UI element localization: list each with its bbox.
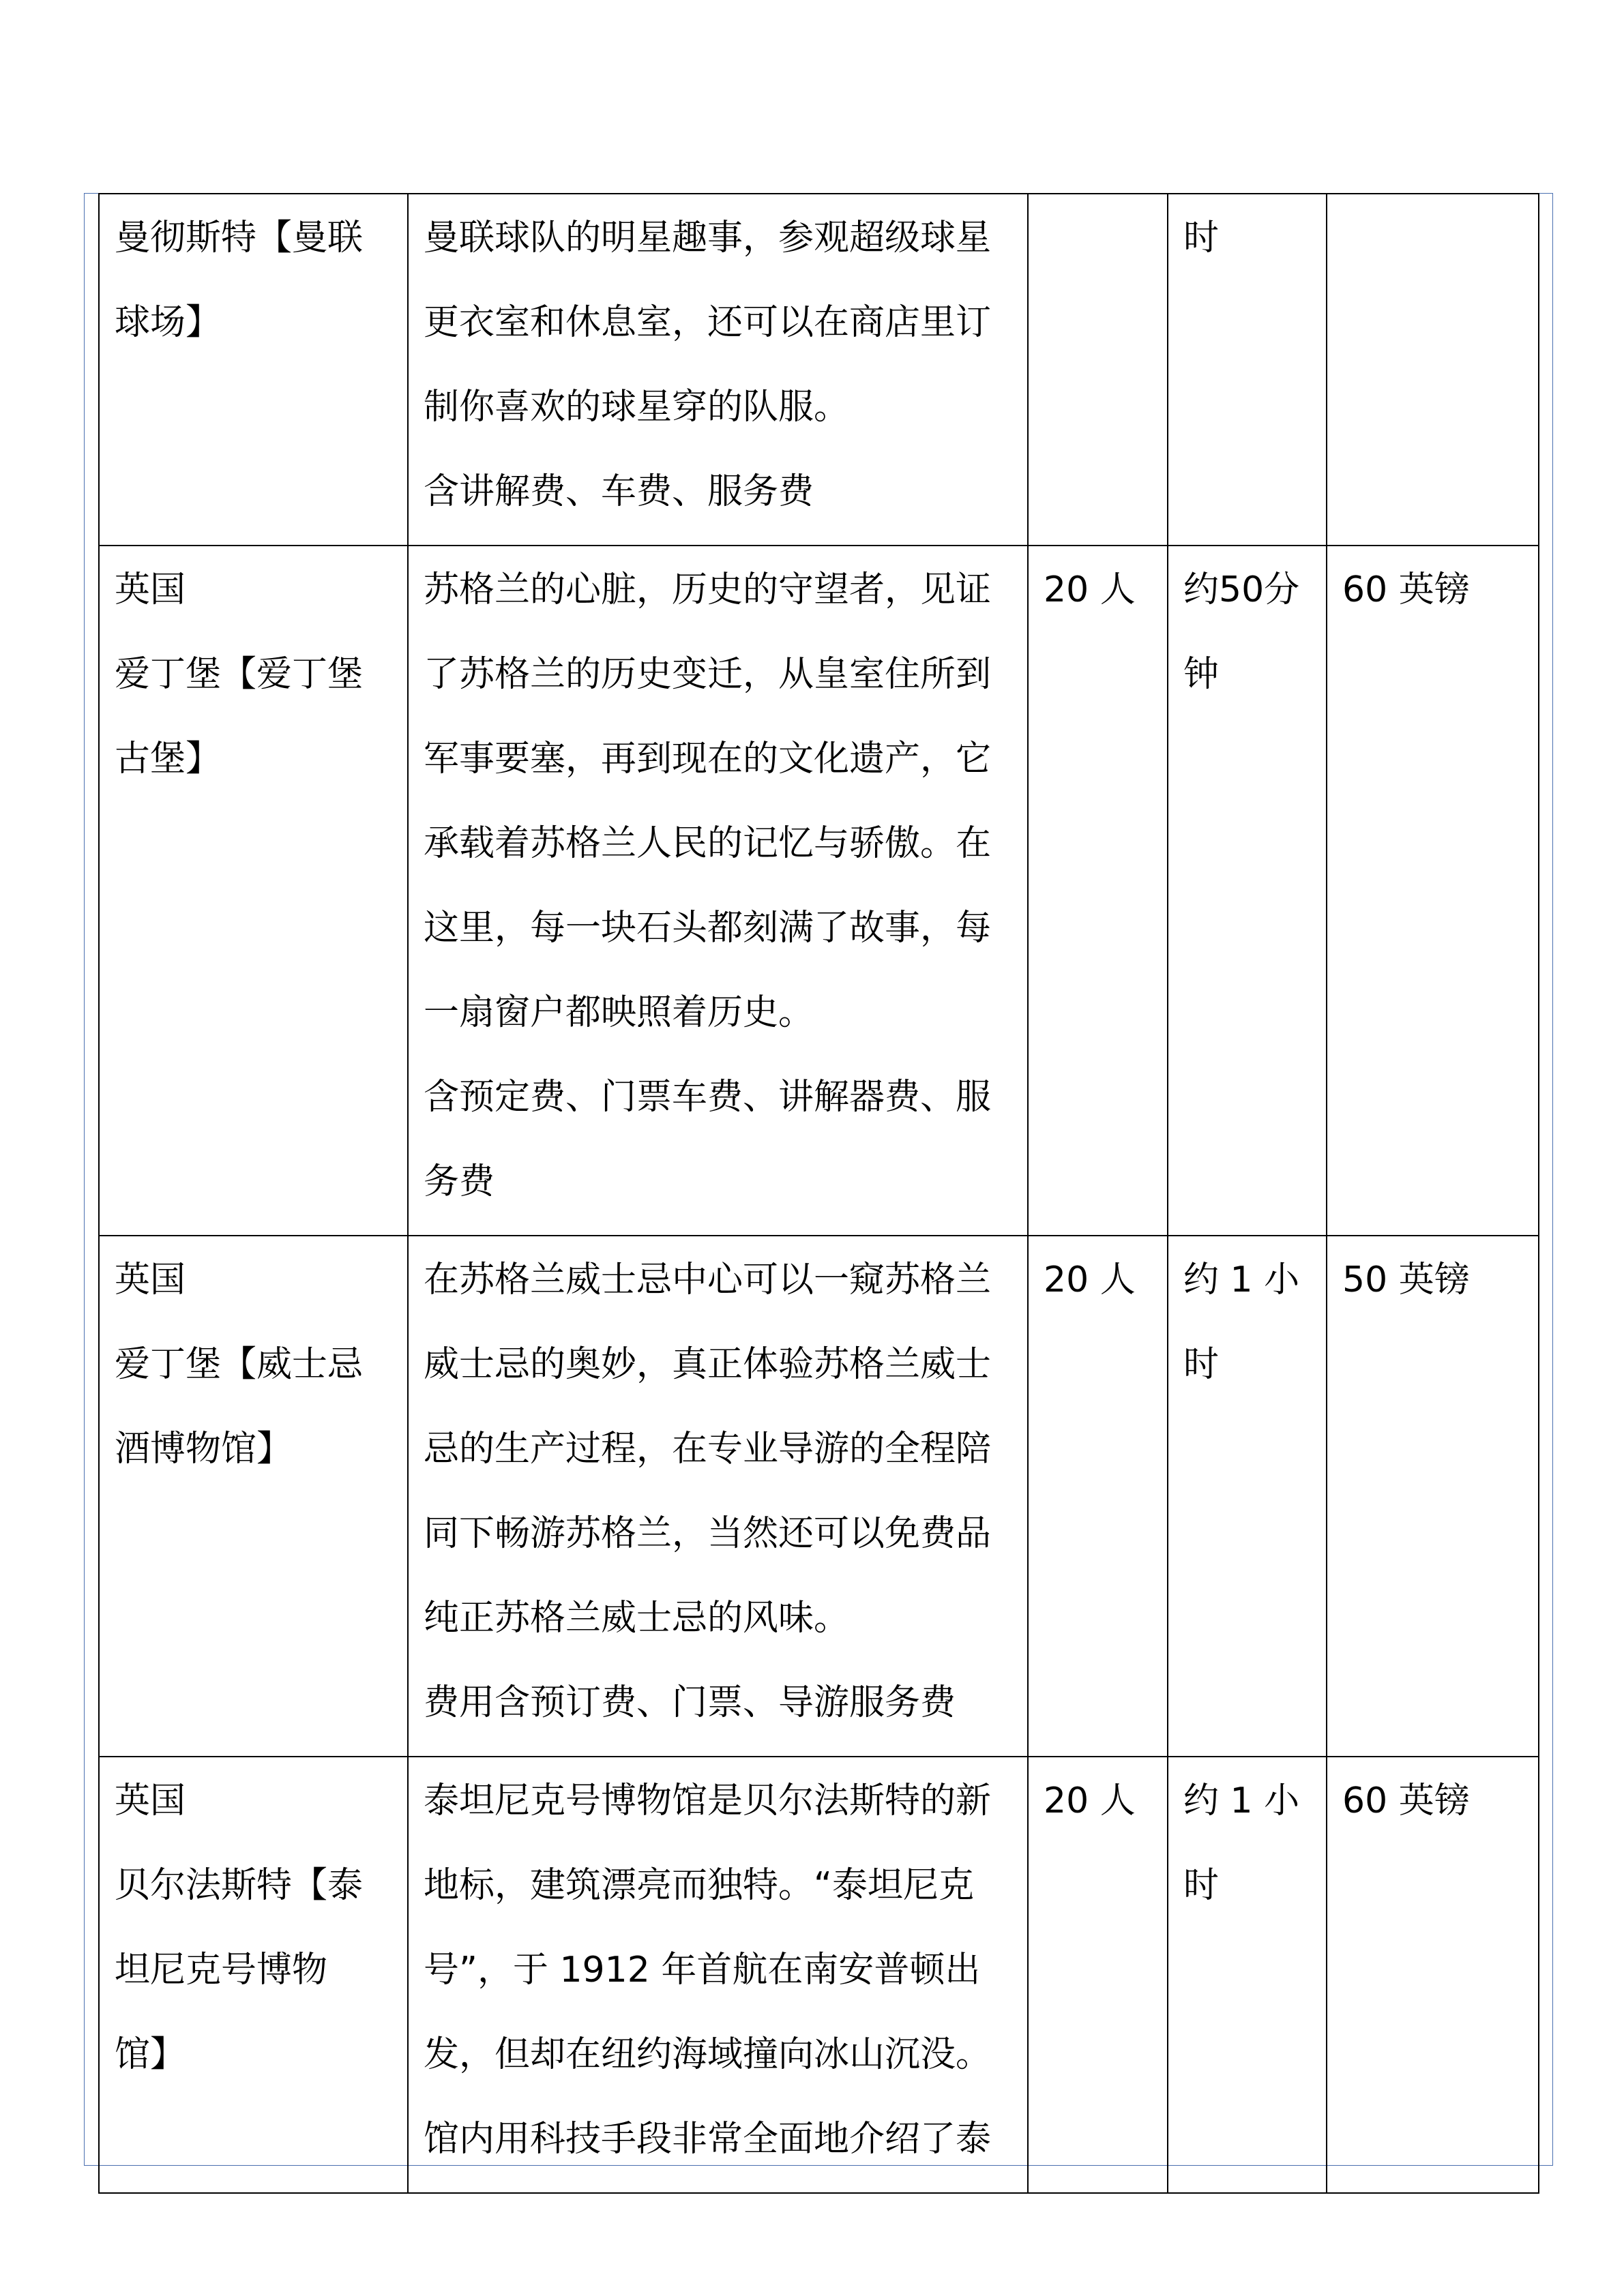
duration-line: 约50分 — [1183, 569, 1300, 610]
place-line: 酒博物馆】 — [115, 1429, 293, 1470]
description-line: 一扇窗户都映照着历史。 — [424, 992, 814, 1033]
price-value: 60 英镑 — [1342, 569, 1470, 610]
description-line: 忌的生产过程，在专业导游的全程陪 — [424, 1429, 992, 1470]
description-cell — [408, 1236, 1028, 1757]
people-cell — [1028, 1236, 1168, 1757]
description-cell — [408, 194, 1028, 546]
place-line: 曼彻斯特【曼联 — [115, 218, 364, 258]
place-line: 爱丁堡【威士忌 — [115, 1344, 364, 1385]
price-value: 50 英镑 — [1342, 1259, 1470, 1300]
place-line: 英国 — [115, 1259, 186, 1300]
duration-cell — [1168, 546, 1327, 1236]
people-value: 20 人 — [1044, 569, 1136, 610]
place-line: 爱丁堡【爱丁堡 — [115, 654, 364, 695]
description-line: 承载着苏格兰人民的记忆与骄傲。在 — [424, 823, 992, 864]
place-line: 坦尼克号博物 — [115, 1950, 328, 1991]
place-cell — [99, 546, 408, 1236]
table-row — [99, 194, 1539, 546]
place-cell — [99, 1236, 408, 1757]
place-line: 球场】 — [115, 302, 222, 343]
price-cell — [1327, 1757, 1539, 2193]
duration-cell — [1168, 1236, 1327, 1757]
description-line: 制你喜欢的球星穿的队服。 — [424, 387, 850, 428]
price-cell — [1327, 1236, 1539, 1757]
description-line: 曼联球队的明星趣事，参观超级球星 — [424, 218, 992, 258]
duration-cell — [1168, 194, 1327, 546]
people-cell — [1028, 194, 1168, 546]
description-cell — [408, 546, 1028, 1236]
place-line: 英国 — [115, 569, 186, 610]
description-line: 军事要塞，再到现在的文化遗产，它 — [424, 739, 992, 779]
people-cell — [1028, 546, 1168, 1236]
place-line: 英国 — [115, 1780, 186, 1821]
table-row — [99, 546, 1539, 1236]
description-line: 号”，于 1912 年首航在南安普顿出 — [424, 1950, 981, 1991]
people-cell — [1028, 1757, 1168, 2193]
place-line: 贝尔法斯特【泰 — [115, 1865, 364, 1906]
people-value: 20 人 — [1044, 1780, 1136, 1821]
description-line: 苏格兰的心脏，历史的守望者，见证 — [424, 569, 992, 610]
place-line: 馆】 — [115, 2034, 186, 2075]
description-line: 地标，建筑漂亮而独特。“泰坦尼克 — [424, 1865, 974, 1906]
description-line: 更衣室和休息室，还可以在商店里订 — [424, 302, 992, 343]
place-line: 古堡】 — [115, 739, 222, 779]
description-line: 发，但却在纽约海域撞向冰山沉没。 — [424, 2034, 992, 2075]
price-cell — [1327, 194, 1539, 546]
duration-line: 时 — [1183, 1865, 1220, 1906]
description-line: 馆内用科技手段非常全面地介绍了泰 — [424, 2119, 992, 2160]
itinerary-table — [98, 193, 1539, 2194]
description-line: 了苏格兰的历史变迁，从皇室住所到 — [424, 654, 992, 695]
description-line: 务费 — [424, 1161, 495, 1202]
table-row — [99, 1236, 1539, 1757]
price-cell — [1327, 546, 1539, 1236]
duration-line: 约 1 小 — [1183, 1780, 1300, 1821]
description-line: 含预定费、门票车费、讲解器费、服 — [424, 1077, 992, 1118]
description-cell — [408, 1757, 1028, 2193]
duration-cell — [1168, 1757, 1327, 2193]
description-line: 同下畅游苏格兰，当然还可以免费品 — [424, 1513, 992, 1554]
description-line: 泰坦尼克号博物馆是贝尔法斯特的新 — [424, 1780, 992, 1821]
description-line: 纯正苏格兰威士忌的风味。 — [424, 1598, 850, 1639]
table-row — [99, 1757, 1539, 2193]
description-line: 这里，每一块石头都刻满了故事，每 — [424, 908, 992, 949]
description-line: 费用含预订费、门票、导游服务费 — [424, 1682, 956, 1723]
duration-line: 钟 — [1183, 654, 1220, 695]
description-line: 在苏格兰威士忌中心可以一窥苏格兰 — [424, 1259, 992, 1300]
price-value: 60 英镑 — [1342, 1780, 1470, 1821]
place-cell — [99, 1757, 408, 2193]
description-line: 威士忌的奥妙，真正体验苏格兰威士 — [424, 1344, 992, 1385]
place-cell — [99, 194, 408, 546]
people-value: 20 人 — [1044, 1259, 1136, 1300]
duration-line: 时 — [1183, 1344, 1220, 1385]
duration-line: 时 — [1183, 218, 1220, 258]
duration-line: 约 1 小 — [1183, 1259, 1300, 1300]
description-line: 含讲解费、车费、服务费 — [424, 471, 814, 512]
